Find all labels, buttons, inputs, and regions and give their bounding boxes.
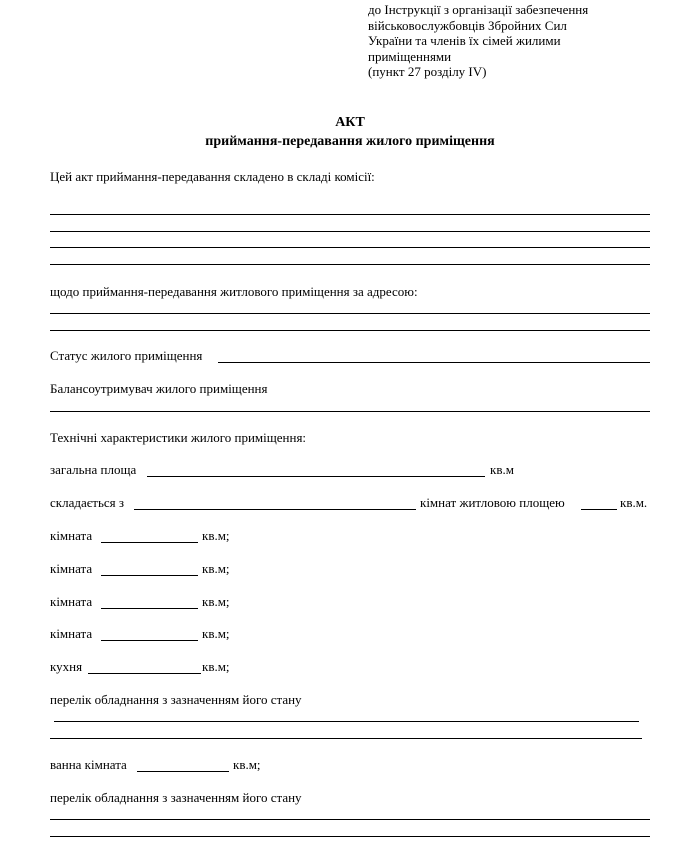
instruction-reference-line: до Інструкції з організації забезпечення <box>368 2 589 17</box>
commission-line-4[interactable] <box>50 264 650 265</box>
bathroom-label: ванна кімната <box>50 757 127 772</box>
address-line-1[interactable] <box>50 313 650 314</box>
bathroom-area-unit: кв.м; <box>233 757 261 772</box>
room-area-field[interactable] <box>101 640 198 641</box>
room-area-unit: кв.м; <box>202 561 230 576</box>
kitchen-area-unit: кв.м; <box>202 659 230 674</box>
commission-line-2[interactable] <box>50 231 650 232</box>
instruction-reference <box>368 2 588 80</box>
room-area-field[interactable] <box>101 542 198 543</box>
room-label: кімната <box>50 594 93 609</box>
technical-characteristics-label: Технічні характеристики жилого приміщення: <box>50 430 307 445</box>
total-area-label: загальна площа <box>50 462 137 477</box>
status-label: Статус жилого приміщення <box>50 348 203 363</box>
room-area-field[interactable] <box>101 608 198 609</box>
bathroom-equipment-line-2[interactable] <box>50 836 650 837</box>
rooms-count-field[interactable] <box>134 509 416 510</box>
balance-holder-label: Балансоутримувач жилого приміщення <box>50 381 268 396</box>
room-area-unit: кв.м; <box>202 528 230 543</box>
balance-holder-field[interactable] <box>50 411 650 412</box>
room-label: кімната <box>50 528 93 543</box>
total-area-field[interactable] <box>147 476 485 477</box>
room-area-unit: кв.м; <box>202 626 230 641</box>
living-area-unit: кв.м. <box>620 495 648 510</box>
status-field[interactable] <box>218 362 650 363</box>
bathroom-equipment-line-1[interactable] <box>50 819 650 820</box>
room-label: кімната <box>50 561 93 576</box>
room-area-unit: кв.м; <box>202 594 230 609</box>
address-label: щодо приймання-передавання житлового приміщення за адресою: <box>50 284 418 299</box>
commission-line-1[interactable] <box>50 214 650 215</box>
total-area-unit: кв.м <box>490 462 514 477</box>
bathroom-equipment-label: перелік обладнання з зазначенням його стану <box>50 790 302 805</box>
address-line-2[interactable] <box>50 330 650 331</box>
kitchen-label: кухня <box>50 659 83 674</box>
instruction-reference-line: (пункт 27 розділу IV) <box>368 64 487 79</box>
commission-line-3[interactable] <box>50 247 650 248</box>
living-area-label: кімнат житловою площею <box>420 495 565 510</box>
living-area-field[interactable] <box>581 509 617 510</box>
kitchen-equipment-line-2[interactable] <box>50 738 642 739</box>
room-area-field[interactable] <box>101 575 198 576</box>
kitchen-equipment-line-1[interactable] <box>54 721 639 722</box>
rooms-count-label: складається з <box>50 495 125 510</box>
document-subtitle: приймання-передавання жилого приміщення <box>205 134 495 149</box>
kitchen-equipment-label: перелік обладнання з зазначенням його стану <box>50 692 302 707</box>
document-title: АКТ <box>335 115 365 130</box>
instruction-reference-line: військовослужбовців Збройних Сил <box>368 17 567 33</box>
room-label: кімната <box>50 626 93 641</box>
bathroom-area-field[interactable] <box>137 771 229 772</box>
instruction-reference-line: приміщеннями <box>368 48 452 64</box>
commission-label: Цей акт приймання-передавання складено в складі комісії: <box>50 169 375 184</box>
kitchen-area-field[interactable] <box>88 673 201 674</box>
instruction-reference-line: України та членів їх сімей жилими <box>368 33 561 48</box>
